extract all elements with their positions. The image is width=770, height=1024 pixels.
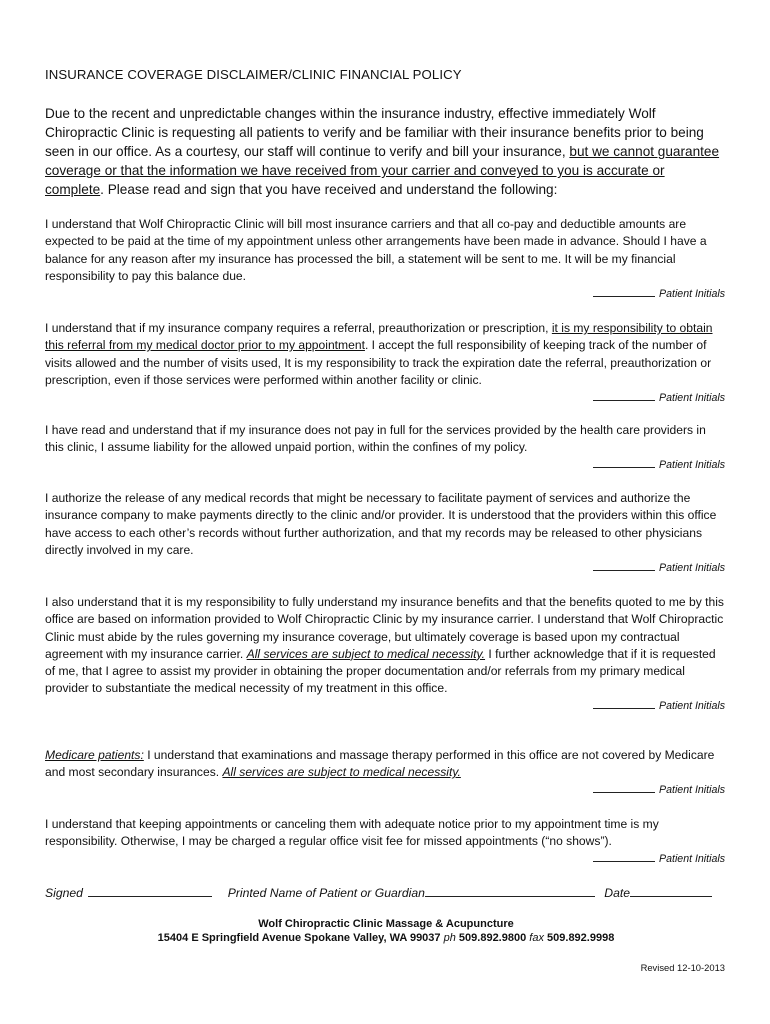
phone-label: ph xyxy=(443,932,456,944)
initials-label: Patient Initials xyxy=(659,853,725,865)
patient-initials-1[interactable] xyxy=(593,287,725,300)
date-label: Date xyxy=(604,886,631,900)
footer-clinic-name: Wolf Chiropractic Clinic Massage & Acupuncture xyxy=(258,918,514,930)
p5-underlined: All services are subject to medical necessity. xyxy=(246,646,486,661)
footer-fax: 509.892.9998 xyxy=(547,932,615,944)
initials-line[interactable] xyxy=(593,783,655,793)
intro-text-a: Due to the recent and unpredictable changes within the insurance industry, effective immediately Wolf Chiropractic Clinic is requesting all patients to verify and be familiar with their insurance benefits prior to being seen in our office. As a courtesy, our staff will continue to verify and bill your insurance, xyxy=(45,106,704,159)
initials-line[interactable] xyxy=(593,287,655,297)
policy-paragraph-liability: I have read and understand that if my insurance does not pay in full for the services provided by the health care providers in this clinic, I assume liability for the allowed unpaid portion, within the confines of my policy. xyxy=(45,423,706,455)
p6-text-a: I understand that examinations and massage therapy performed in this office are not covered by Medicare and most secondary insurances. xyxy=(45,748,715,780)
patient-initials-6[interactable] xyxy=(593,783,725,796)
initials-label: Patient Initials xyxy=(659,562,725,574)
policy-paragraph-benefits xyxy=(45,594,727,698)
patient-initials-4[interactable] xyxy=(593,561,725,574)
fax-label: fax xyxy=(529,932,544,944)
printed-name-field[interactable] xyxy=(425,885,595,897)
footer-contact xyxy=(45,932,727,944)
patient-initials-5[interactable] xyxy=(593,699,725,712)
p5-text-b: I further acknowledge that if it is requested of me, that I agree to assist my provider in obtaining the proper documentation and/or referrals from my primary medical provider to substantiate the medical necessity of my treatment in this office. xyxy=(45,646,716,696)
patient-initials-2[interactable] xyxy=(593,391,725,404)
initials-label: Patient Initials xyxy=(659,392,725,404)
printed-name-label: Printed Name of Patient or Guardian xyxy=(227,886,425,900)
p2-text-a: I understand that if my insurance company requires a referral, preauthorization or prescription, xyxy=(45,321,552,335)
initials-label: Patient Initials xyxy=(659,459,725,471)
initials-line[interactable] xyxy=(593,561,655,571)
initials-line[interactable] xyxy=(593,699,655,709)
intro-text-b: . Please read and sign that you have received and understand the following: xyxy=(100,182,558,197)
document-title: INSURANCE COVERAGE DISCLAIMER/CLINIC FINANCIAL POLICY xyxy=(45,67,462,82)
initials-line[interactable] xyxy=(593,458,655,468)
footer-phone: 509.892.9800 xyxy=(458,932,527,944)
intro-underlined: but we cannot guarantee coverage or that the information we have received from your carrier and conveyed to you is accurate or complete xyxy=(45,144,720,197)
patient-initials-7[interactable] xyxy=(593,852,725,865)
initials-label: Patient Initials xyxy=(659,288,725,300)
p2-underlined: it is my responsibility to obtain this referral from my medical doctor prior to my appointment xyxy=(45,321,713,353)
intro-paragraph xyxy=(45,104,727,199)
policy-paragraph-billing: I understand that Wolf Chiropractic Clinic will bill most insurance carriers and that all co-pay and deductible amounts are expected to be paid at the time of my appointment unless other arrangements have been made in advance. Should I have a balance for any reason after my insurance has processed the bill, a statement will be sent to me. It will be my financial responsibility to pay this balance due. xyxy=(45,217,707,283)
policy-paragraph-referral xyxy=(45,320,727,389)
p2-text-b: . I accept the full responsibility of keeping track of the number of visits allowed and the number of visits used, It is my responsibility to track the expiration date the referral, preauthorization or prescription, even if those services were performed within another facility or clinic. xyxy=(45,338,712,387)
policy-paragraph-records-release: I authorize the release of any medical records that might be necessary to facilitate payment of services and authorize the insurance company to make payments directly to the clinic and/or provider. It is understood that the providers within this office have access to each other’s records without further authorization, and that my records may be released to other physicians directly involved in my care. xyxy=(45,491,717,557)
initials-label: Patient Initials xyxy=(659,700,725,712)
initials-label: Patient Initials xyxy=(659,784,725,796)
date-field[interactable] xyxy=(630,885,712,897)
p6-underlined: All services are subject to medical necessity. xyxy=(222,765,461,780)
initials-line[interactable] xyxy=(593,852,655,862)
signed-label: Signed xyxy=(45,886,83,900)
signature-field[interactable] xyxy=(88,885,212,897)
footer-address: 15404 E Springfield Avenue Spokane Valley, WA 99037 xyxy=(157,932,441,944)
p5-text-a: I also understand that it is my responsibility to fully understand my insurance benefits and that the benefits quoted to me by this office are based on information provided to Wolf Chiropractic Clinic by my insurance carrier. I understand that Wolf Chiropractic Clinic must abide by the rules governing my insurance coverage, but ultimately coverage is based upon my contractual agreement with my insurance carrier. xyxy=(45,595,724,661)
policy-paragraph-appointments: I understand that keeping appointments or canceling them with adequate notice prior to my appointment time is my responsibility. Otherwise, I may be charged a regular office visit fee for missed appointments (“no shows”). xyxy=(45,817,659,849)
policy-paragraph-medicare xyxy=(45,747,727,782)
medicare-label: Medicare patients: xyxy=(45,748,144,762)
revision-date: Revised 12-10-2013 xyxy=(640,962,725,973)
patient-initials-3[interactable] xyxy=(593,458,725,471)
signature-row xyxy=(45,885,727,900)
initials-line[interactable] xyxy=(593,391,655,401)
